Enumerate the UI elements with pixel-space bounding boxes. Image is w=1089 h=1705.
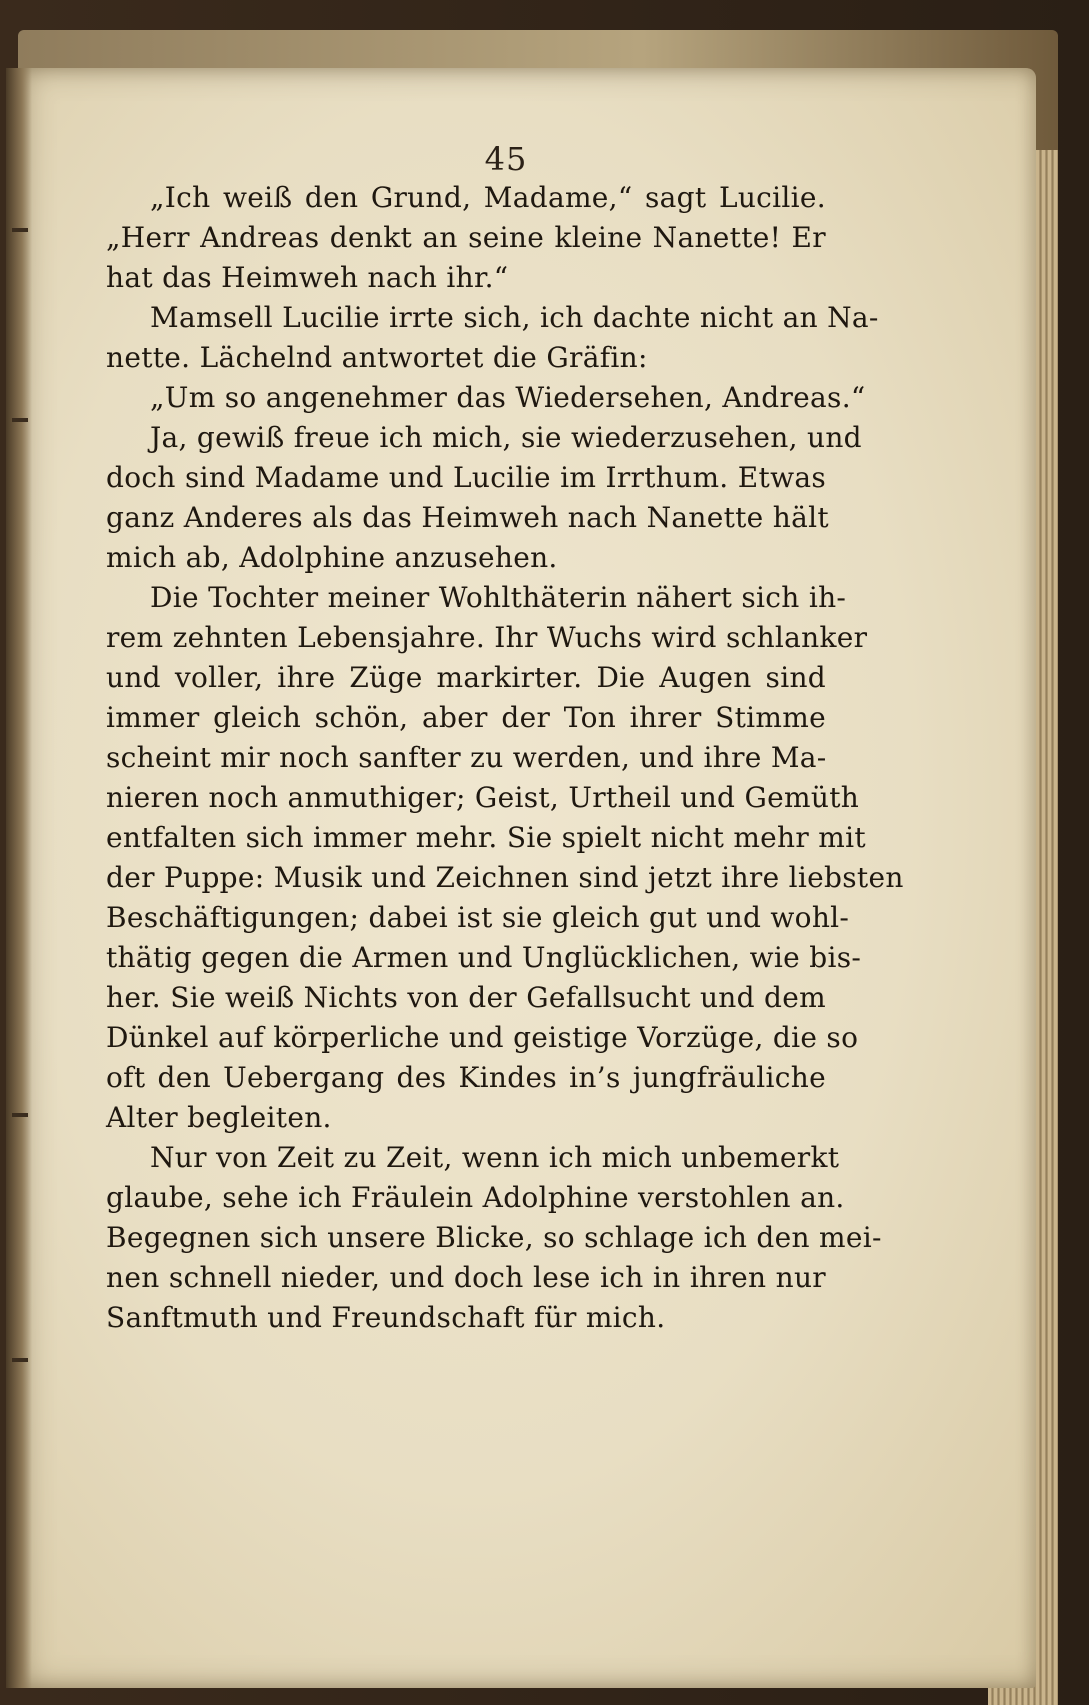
text-line: thätig gegen die Armen und Unglücklichen, wie bis- xyxy=(106,941,862,974)
margin-mark xyxy=(12,1113,28,1117)
text-line: nen schnell nieder, und doch lese ich in ihren nur xyxy=(106,1261,826,1294)
text-line: immer gleich schön, aber der Ton ihrer Stimme xyxy=(106,701,826,734)
text-line: Nur von Zeit zu Zeit, wenn ich mich unbemerkt xyxy=(150,1141,840,1174)
text-line: der Puppe: Musik und Zeichnen sind jetzt ihre liebsten xyxy=(106,861,904,894)
text-line: Die Tochter meiner Wohlthäterin nähert sich ih- xyxy=(150,581,847,614)
text-line: hat das Heimweh nach ihr.“ xyxy=(106,261,509,294)
margin-mark xyxy=(12,228,28,232)
text-line: nette. Lächelnd antwortet die Gräfin: xyxy=(106,341,648,374)
text-line: Begegnen sich unsere Blicke, so schlage ich den mei- xyxy=(106,1221,882,1254)
margin-mark xyxy=(12,1358,28,1362)
text-line: her. Sie weiß Nichts von der Gefallsucht und dem xyxy=(106,981,827,1014)
text-line: Alter begleiten. xyxy=(106,1101,332,1134)
page-gutter xyxy=(6,68,32,1688)
page-number: 45 xyxy=(484,140,528,178)
text-line: Beschäftigungen; dabei ist sie gleich gut und wohl- xyxy=(106,901,850,934)
text-line: nieren noch anmuthiger; Geist, Urtheil und Gemüth xyxy=(106,781,860,814)
text-line: „Herr Andreas denkt an seine kleine Nanette! Er xyxy=(106,221,826,254)
text-line: oft den Uebergang des Kindes in’s jungfräuliche xyxy=(106,1061,826,1094)
text-line: Mamsell Lucilie irrte sich, ich dachte nicht an Na- xyxy=(150,301,879,334)
text-line: Dünkel auf körperliche und geistige Vorzüge, die so xyxy=(106,1021,859,1054)
text-line: entfalten sich immer mehr. Sie spielt nicht mehr mit xyxy=(106,821,866,854)
text-line: und voller, ihre Züge markirter. Die Augen sind xyxy=(106,661,826,694)
book-page xyxy=(6,68,1036,1688)
text-line: doch sind Madame und Lucilie im Irrthum. Etwas xyxy=(106,461,826,494)
text-line: „Ich weiß den Grund, Madame,“ sagt Lucilie. xyxy=(150,181,826,214)
text-line: Ja, gewiß freue ich mich, sie wiederzusehen, und xyxy=(150,421,862,454)
text-line: Sanftmuth und Freundschaft für mich. xyxy=(106,1301,666,1334)
text-line: mich ab, Adolphine anzusehen. xyxy=(106,541,558,574)
text-block xyxy=(106,178,904,1338)
text-line: glaube, sehe ich Fräulein Adolphine verstohlen an. xyxy=(106,1181,845,1214)
text-line: scheint mir noch sanfter zu werden, und ihre Ma- xyxy=(106,741,827,774)
text-line: „Um so angenehmer das Wiedersehen, Andreas.“ xyxy=(150,381,866,414)
text-line: ganz Anderes als das Heimweh nach Nanette hält xyxy=(106,501,829,534)
margin-mark xyxy=(12,418,28,422)
text-line: rem zehnten Lebensjahre. Ihr Wuchs wird schlanker xyxy=(106,621,868,654)
